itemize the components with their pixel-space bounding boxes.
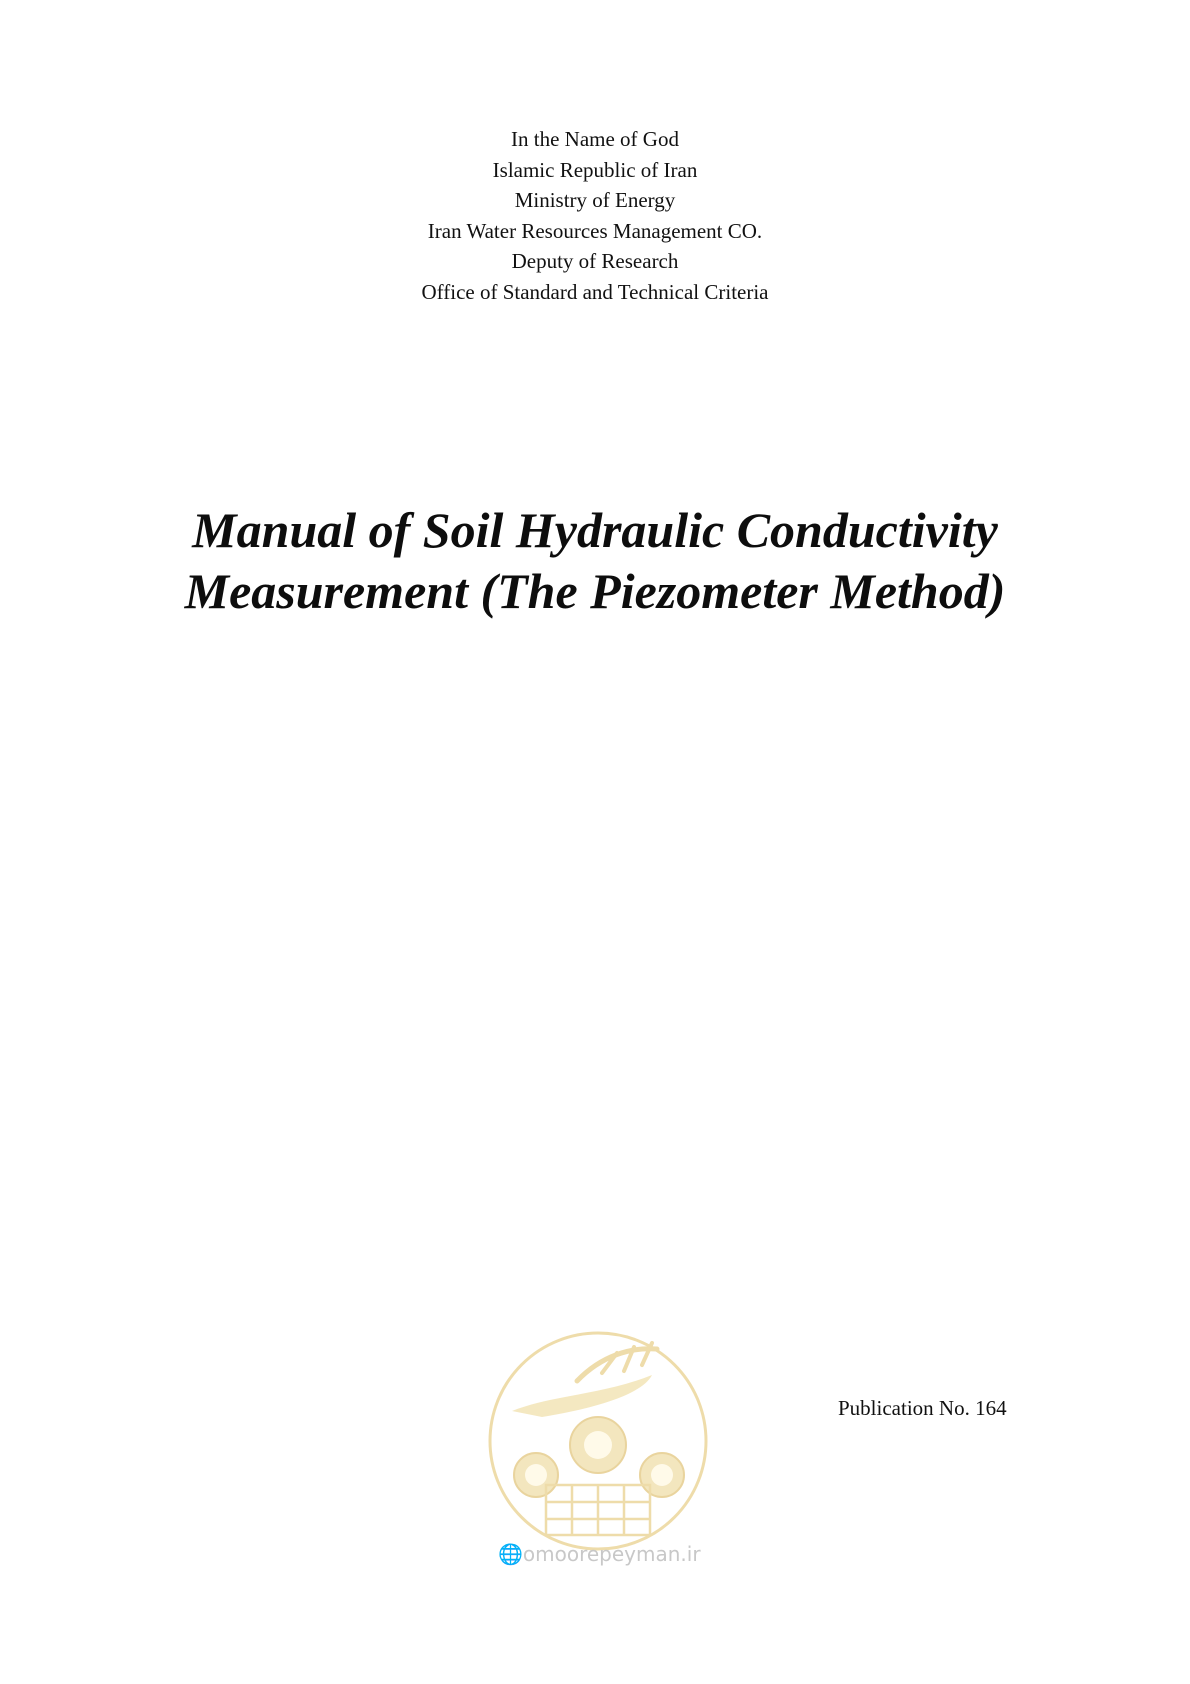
header-line-office: Office of Standard and Technical Criteria: [421, 279, 769, 304]
document-title: [0, 500, 1190, 622]
header-line-ministry: Ministry of Energy: [514, 188, 676, 212]
watermark-caption: [498, 1542, 701, 1566]
header-line-country: Islamic Republic of Iran: [492, 157, 698, 182]
header-line-invocation: In the Name of God: [511, 127, 679, 151]
document-title-line-2: Measurement (The Piezometer Method): [184, 563, 1006, 619]
header-line-company: Iran Water Resources Management CO.: [427, 218, 763, 243]
document-title-line-1: Manual of Soil Hydraulic Conductivity: [192, 502, 998, 558]
publication-number: Publication No. 164: [838, 1396, 1007, 1420]
issuer-header: [0, 124, 1190, 307]
header-line-deputy: Deputy of Research: [511, 249, 679, 273]
watermark-caption-text: omoorepeyman.ir: [522, 1542, 701, 1566]
globe-icon: 🌐: [498, 1542, 523, 1566]
